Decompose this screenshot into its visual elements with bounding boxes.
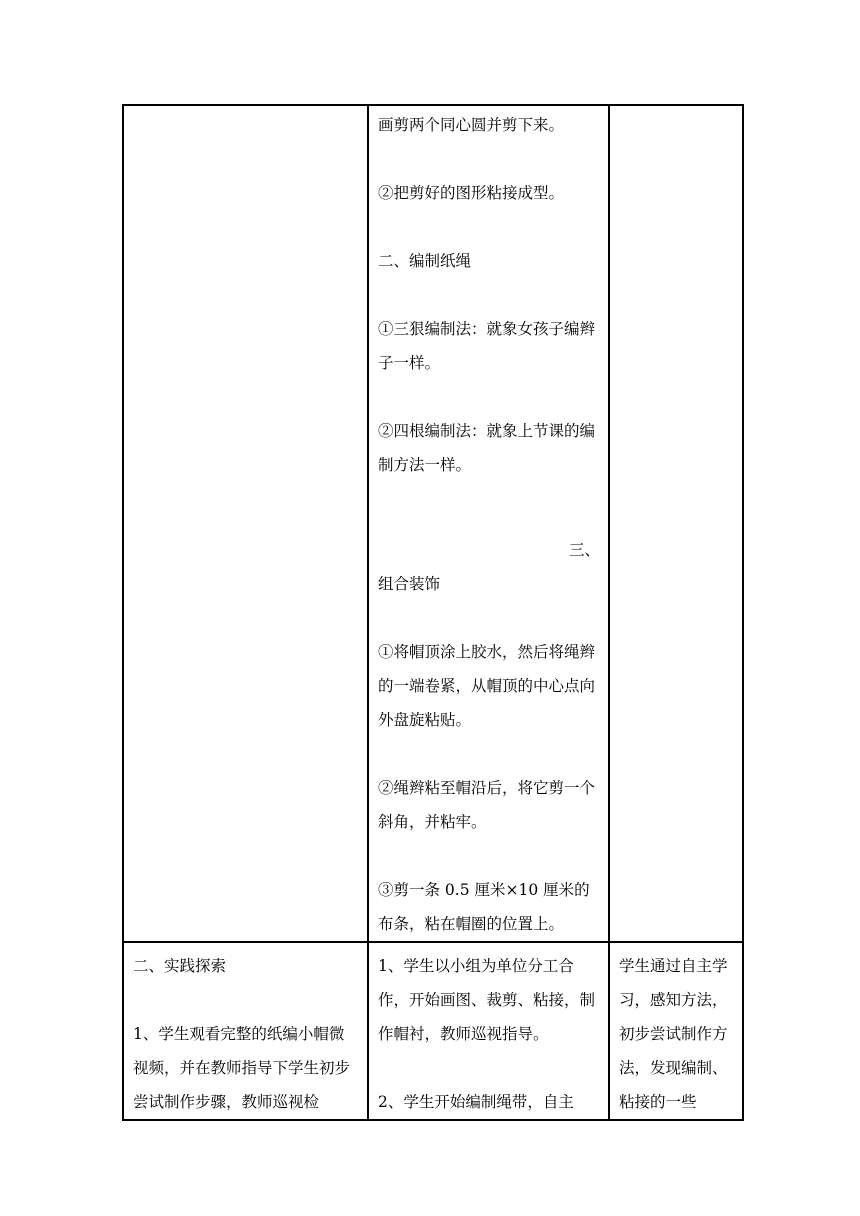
cell-content (368, 942, 609, 1120)
table-row (123, 942, 743, 1120)
text-line: ②绳辫粘至帽沿后，将它剪一个斜角，并粘牢。 (378, 779, 596, 831)
text-line: ①三狠编制法：就象女孩子编辫子一样。 (378, 320, 596, 372)
section-heading: 三、 (568, 541, 600, 559)
text-line: 学生通过自主学习，感知方法，初步尝试制作方法，发现编制、粘接的一些 (619, 957, 728, 1111)
cell-purpose (609, 105, 743, 942)
text-line: ②四根编制法：就象上节课的编制方法一样。 (378, 422, 596, 474)
cell-content (368, 105, 609, 942)
cell-activity (123, 942, 368, 1120)
text-line: 画剪两个同心圆并剪下来。 (378, 116, 565, 134)
text-line: ①将帽顶涂上胶水，然后将绳辫的一端卷紧，从帽顶的中心点向外盘旋粘贴。 (378, 643, 596, 729)
cell-activity (123, 105, 368, 942)
text-line: ②把剪好的图形粘接成型。 (378, 184, 565, 202)
lesson-table (122, 104, 744, 1121)
text-line: 1、学生观看完整的纸编小帽微视频，并在教师指导下学生初步尝试制作步骤，教师巡视检 (133, 1025, 351, 1111)
section-heading: 二、编制纸绳 (378, 252, 472, 270)
text-line: 2、学生开始编制绳带，自主 (378, 1093, 574, 1111)
section-heading: 组合装饰 (378, 575, 441, 593)
text-line: ③剪一条 0.5 厘米×10 厘米的布条，粘在帽圈的位置上。 (378, 881, 590, 933)
section-heading: 二、实践探索 (133, 957, 227, 975)
table-row (123, 105, 743, 942)
text-line: 1、学生以小组为单位分工合作，开始画图、裁剪、粘接，制作帽衬，教师巡视指导。 (378, 957, 596, 1043)
cell-purpose (609, 942, 743, 1120)
